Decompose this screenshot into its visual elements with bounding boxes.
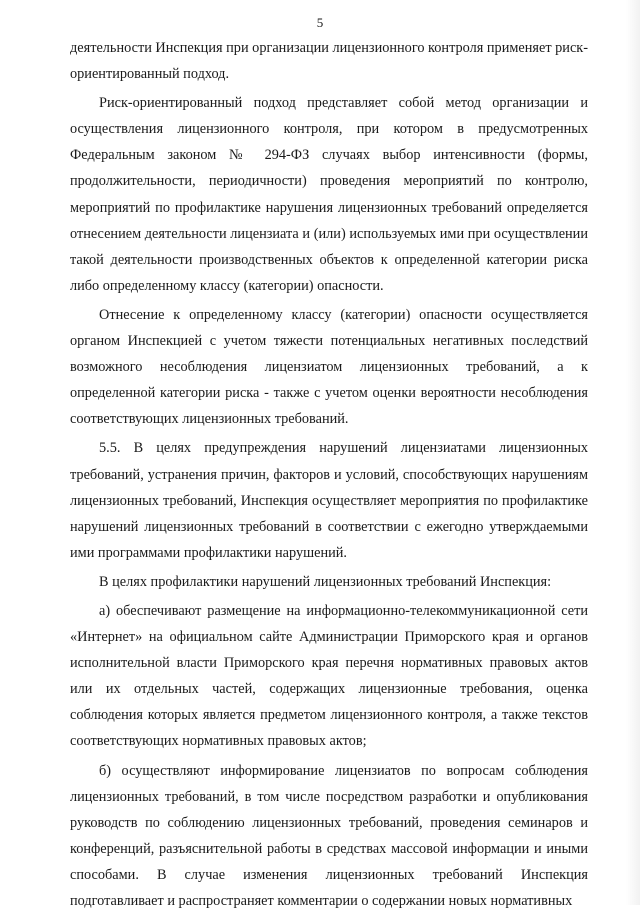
paragraph-section-5-5: 5.5. В целях предупреждения нарушений лицензиатами лицензионных требований, устранения причин, факторов и условий, способствующих нарушениям лицензионных требований, Инспекция осуществляет мероприятия по профилактике нарушений лицензионных требований в соответствии с ежегодно утверждаемыми ими программами профилактики нарушений.: [70, 440, 588, 561]
list-item-b: б) осуществляют информирование лицензиатов по вопросам соблюдения лицензионных требований, в том числе посредством разработки и опубликования руководств по соблюдению лицензионных требований, проведения семинаров и конференций, разъяснительной работы в средствах массовой информации и иными способами. В случае изменения лицензионных требований Инспекция подготавливает и распространяет комментарии о содержании новых нормативных: [70, 762, 588, 909]
scan-edge-shadow: [626, 0, 640, 905]
body-text: [70, 35, 588, 917]
paragraph-continuation: деятельности Инспекция при организации лицензионного контроля применяет риск-ориентированный подход.: [70, 40, 588, 83]
list-item-a: а) обеспечивают размещение на информационно-телекоммуникационной сети «Интернет» на официальном сайте Администрации Приморского края и органов исполнительной власти Приморского края перечня нормативных правовых актов или их отдельных частей, содержащих лицензионные требования, оценка соблюдения которых является предметом лицензионного контроля, а также текстов соответствующих нормативных правовых актов;: [70, 602, 588, 750]
page-number: 5: [316, 15, 324, 30]
paragraph-prevention-intro: В целях профилактики нарушений лицензионных требований Инспекция:: [99, 573, 552, 590]
paragraph-hazard-class: Отнесение к определенному классу (категории) опасности осуществляется органом Инспекцией с учетом тяжести потенциальных негативных последствий возможного несоблюдения лицензиатом лицензионных требований, а к определенной категории риска - также с учетом оценки вероятности несоблюдения соответствующих лицензионных требований.: [70, 306, 588, 428]
paragraph-risk-approach: Риск-ориентированный подход представляет собой метод организации и осуществления лицензионного контроля, при котором в предусмотренных Федеральным законом № 294-ФЗ случаях выбор интенсивности (формы, продолжительности, периодичности) проведения мероприятий по контролю, мероприятий по профилактике нарушения лицензионных требований определяется отнесением деятельности лицензиата и (или) используемых ими при осуществлении такой деятельности производственных объектов к определенной категории риска либо определенному классу (категории) опасности.: [70, 95, 588, 294]
